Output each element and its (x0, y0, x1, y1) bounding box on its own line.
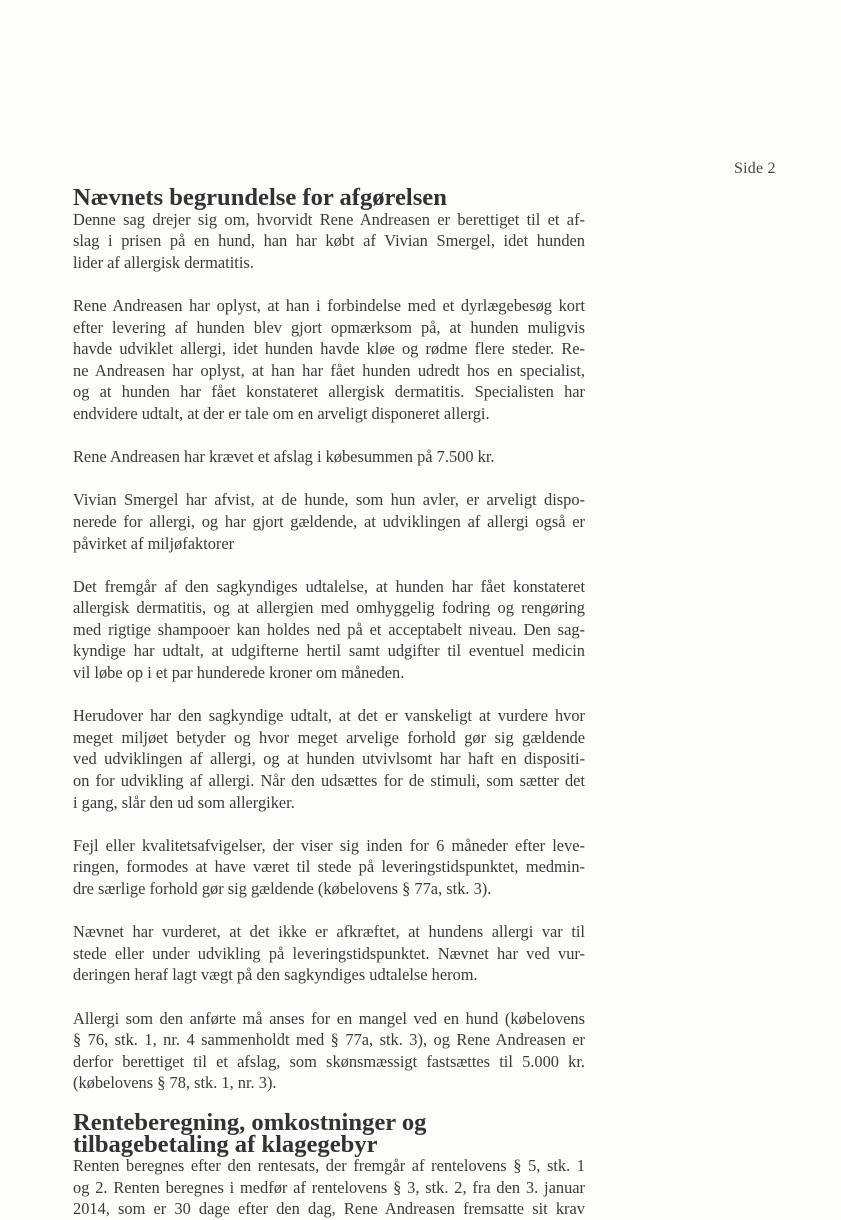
text-line: 2014, som er 30 dage efter den dag, Rene Andreasen fremsatte sit krav (73, 1199, 585, 1219)
text-line: Fejl eller kvalitetsafvigelser, der viser sig inden for 6 måneder efter leve- (73, 835, 585, 855)
text-line: påvirket af miljøfaktorer (73, 533, 235, 553)
paragraph (73, 489, 585, 554)
text-line: i gang, slår den ud som allergiker. (73, 792, 295, 812)
document-body (73, 184, 585, 1220)
text-line: § 76, stk. 1, nr. 4 sammenholdt med § 77a, stk. 3), og Rene Andreasen er (73, 1030, 585, 1050)
paragraph (73, 209, 585, 274)
text-line: med rigtige shampooer kan holdes ned på et acceptabelt niveau. Den sag- (73, 619, 585, 639)
text-line: Denne sag drejer sig om, hvorvidt Rene Andreasen er berettiget til et af- (73, 209, 585, 229)
text-line: Vivian Smergel har afvist, at de hunde, som hun avler, er arveligt dispo- (73, 490, 585, 510)
text-line: havde udviklet allergi, idet hunden havde kløe og rødme flere steder. Re- (73, 339, 585, 359)
text-line: lider af allergisk dermatitis. (73, 252, 254, 272)
text-line: Renten beregnes efter den rentesats, der fremgår af rentelovens § 5, stk. 1 (73, 1156, 585, 1176)
text-line: kyndige har udtalt, at udgifterne hertil samt udgifter til eventuel medicin (73, 641, 585, 661)
text-line: Rene Andreasen har oplyst, at han i forbindelse med et dyrlægebesøg kort (73, 295, 585, 315)
paragraph (73, 446, 585, 468)
text-line: (købelovens § 78, stk. 1, nr. 3). (73, 1073, 277, 1093)
paragraph (73, 576, 585, 684)
text-line: nerede for allergi, og har gjort gældende, at udviklingen af allergi også er (73, 511, 585, 531)
text-line: stede eller under udvikling på leveringstidspunktet. Nævnet har ved vur- (73, 943, 585, 963)
text-line: Herudover har den sagkyndige udtalt, at det er vanskeligt at vurdere hvor (73, 706, 585, 726)
text-line: allergisk dermatitis, og at allergien med omhyggelig fodring og rengøring (73, 598, 585, 618)
text-line: endvidere udtalt, at der er tale om en arveligt disponeret allergi. (73, 403, 490, 423)
paragraph (73, 1008, 585, 1094)
text-line: derfor berettiget til et afslag, som skønsmæssigt fastsættes til 5.000 kr. (73, 1051, 585, 1071)
page-number: Side 2 (734, 160, 776, 177)
text-line: ved udviklingen af allergi, og at hunden utvivlsomt har haft en dispositi- (73, 749, 585, 769)
text-line: meget miljøet betyder og hvor meget arvelige forhold gør sig gældende (73, 727, 585, 747)
paragraph (73, 921, 585, 986)
paragraph (73, 1155, 585, 1220)
text-line: efter levering af hunden blev gjort opmærksom på, at hunden muligvis (73, 317, 585, 337)
text-line: ringen, formodes at have været til stede på leveringstidspunktet, medmin- (73, 857, 585, 877)
section-heading: Nævnets begrundelse for afgørelsen (73, 184, 447, 211)
text-line: og at hunden har fået konstateret allergisk dermatitis. Specialisten har (73, 382, 585, 402)
text-line: Rene Andreasen har krævet et afslag i købesummen på 7.500 kr. (73, 447, 495, 467)
paragraph (73, 705, 585, 813)
text-line: slag i prisen på en hund, han har købt af Vivian Smergel, idet hunden (73, 231, 585, 251)
text-line: on for udvikling af allergi. Når den udsættes for de stimuli, som sætter det (73, 771, 585, 791)
text-line: Allergi som den anførte må anses for en mangel ved en hund (købelovens (73, 1008, 585, 1028)
text-line: og 2. Renten beregnes i medfør af rentelovens § 3, stk. 2, fra den 3. januar (73, 1177, 585, 1197)
text-line: vil løbe op i et par hunderede kroner om måneden. (73, 663, 405, 683)
section-board-reasoning (73, 184, 585, 1094)
text-line: ne Andreasen har oplyst, at han har fået hunden udredt hos en specialist, (73, 360, 585, 380)
text-line: Det fremgår af den sagkyndiges udtalelse, at hunden har fået konstateret (73, 576, 585, 596)
paragraph (73, 295, 585, 425)
section-heading: Renteberegning, omkostninger og tilbagebetaling af klagegebyr (73, 1108, 427, 1158)
text-line: dre særlige forhold gør sig gældende (købelovens § 77a, stk. 3). (73, 879, 492, 898)
text-line: Nævnet har vurderet, at det ikke er afkræftet, at hundens allergi var til (73, 922, 585, 942)
text-line: deringen heraf lagt vægt på den sagkyndiges udtalelse herom. (73, 965, 478, 985)
paragraph (73, 835, 585, 900)
section-interest-costs (73, 1108, 585, 1220)
